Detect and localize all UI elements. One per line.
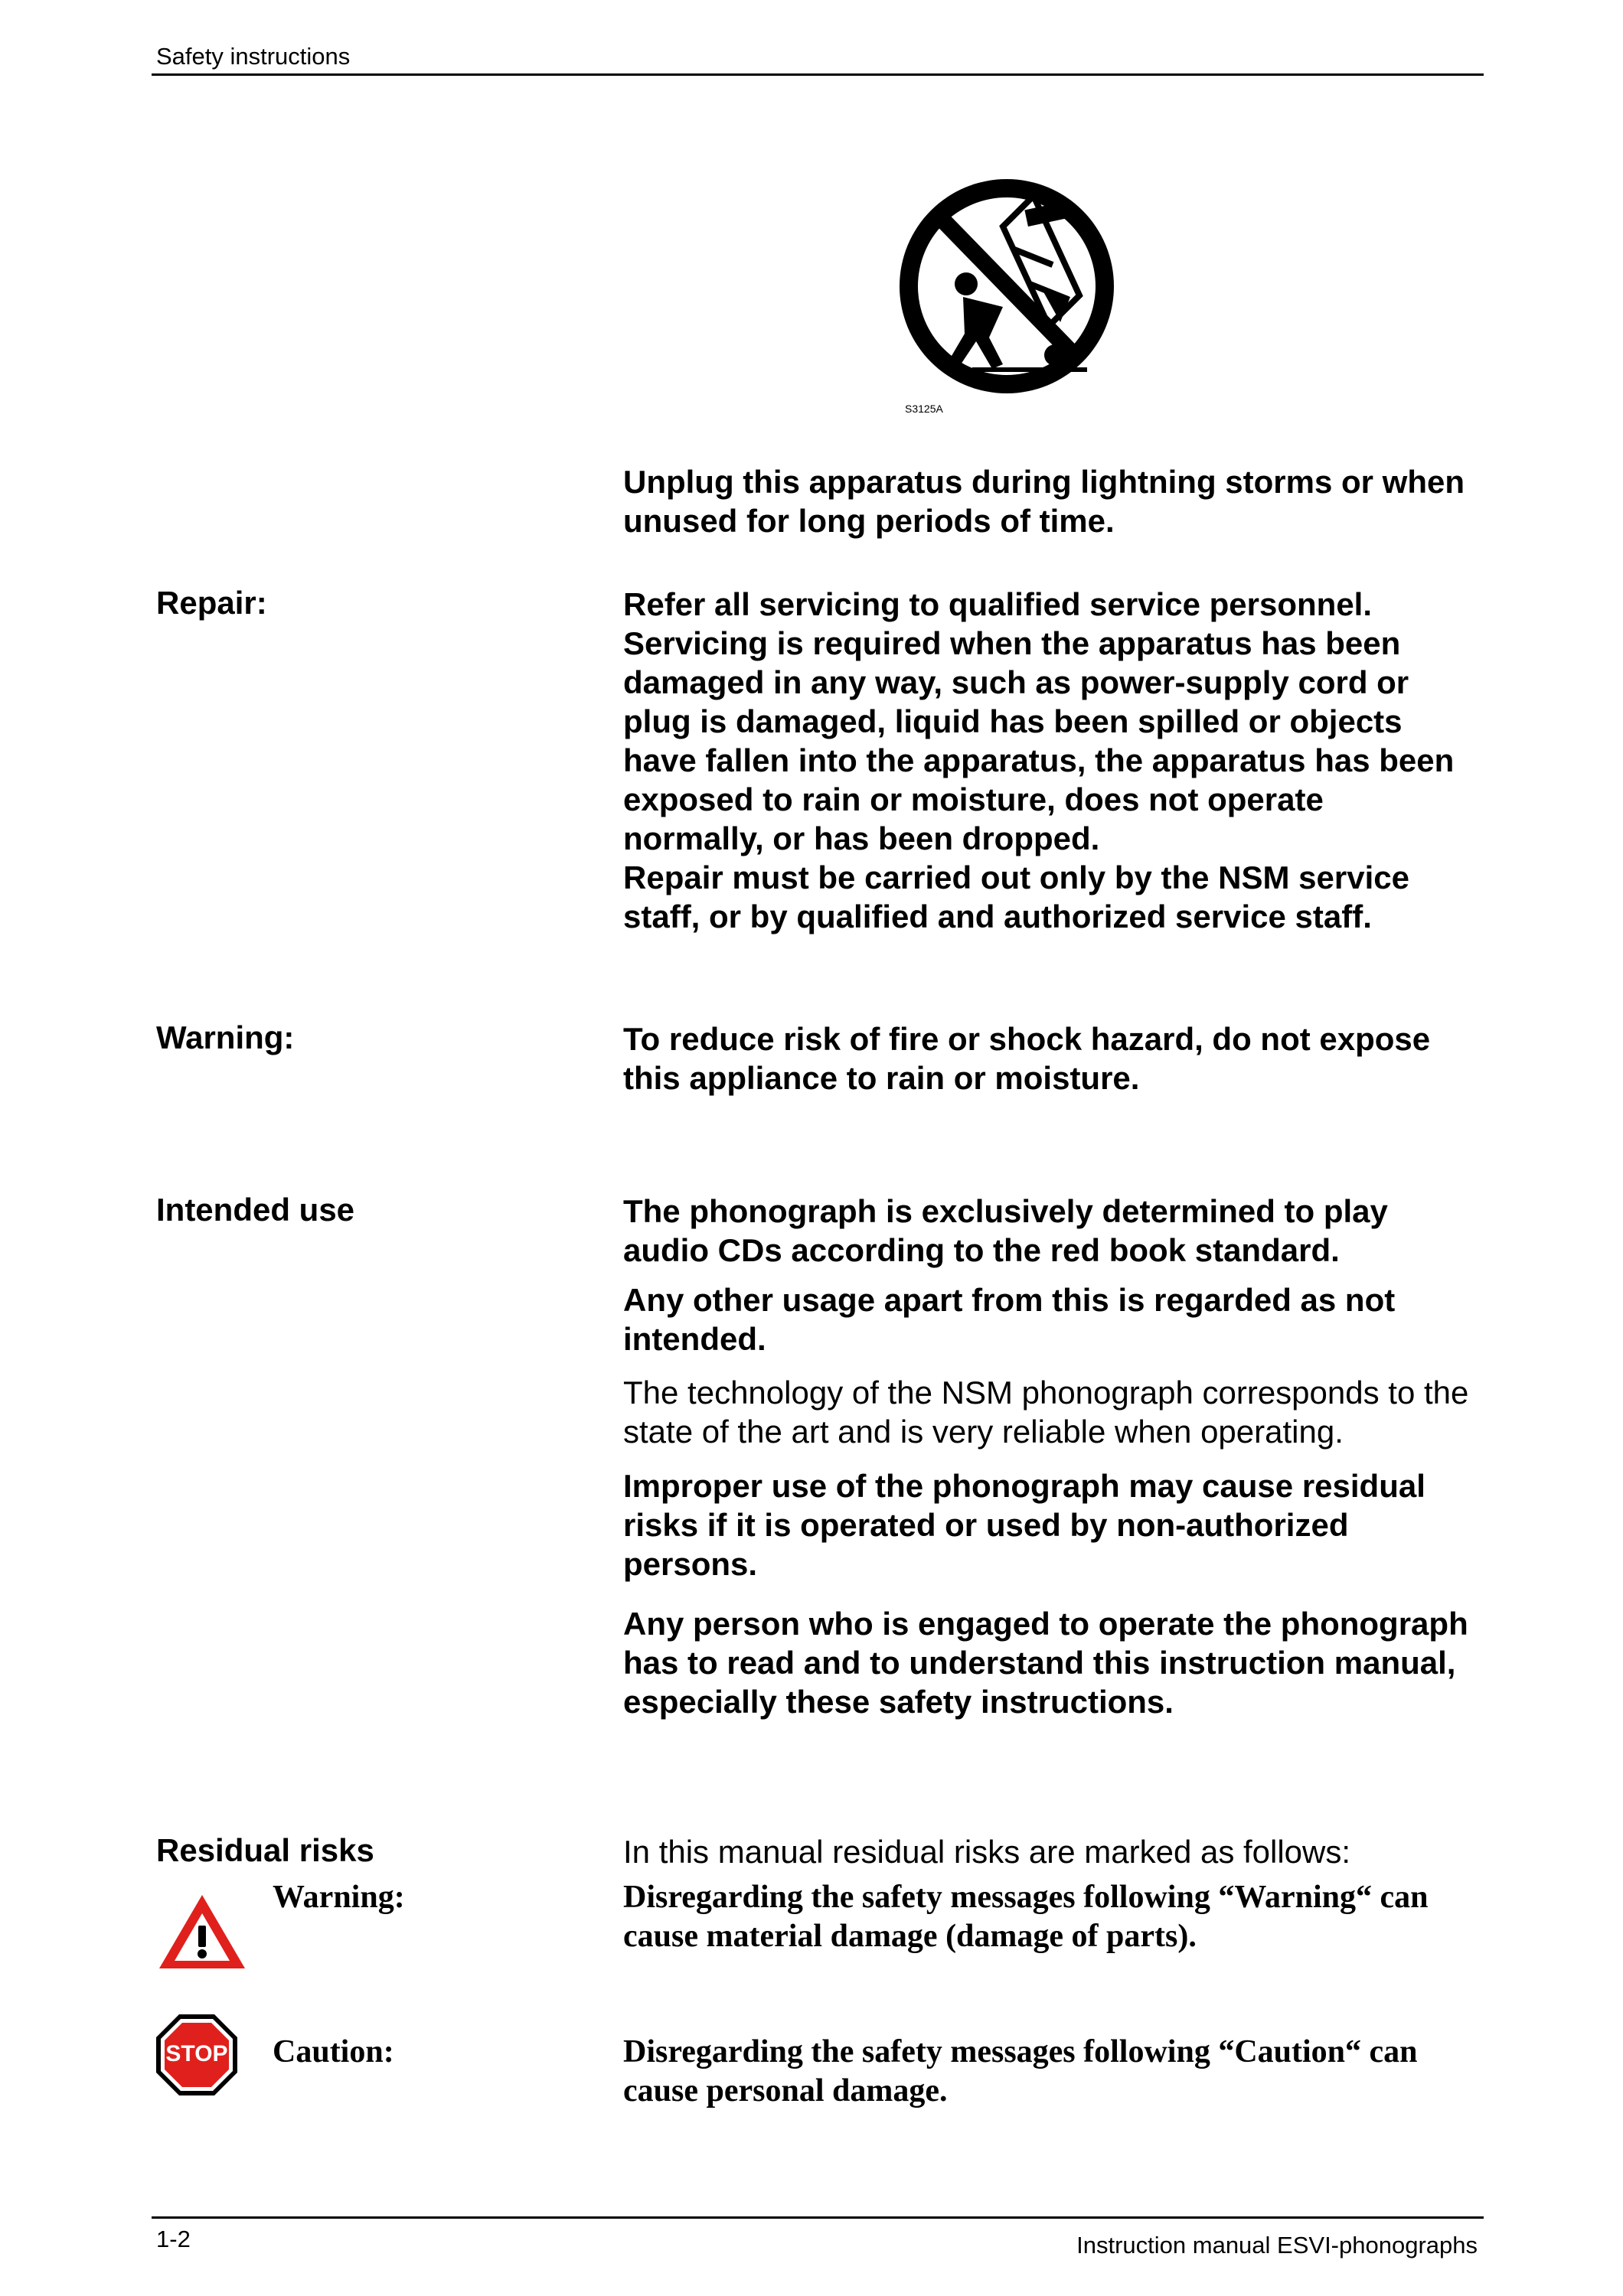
- stop-sign-text: STOP: [165, 2041, 228, 2066]
- warning-text: To reduce risk of fire or shock hazard, do not expose this appliance to rain or moisture.: [623, 1021, 1431, 1096]
- residual-risks-label: Residual risks: [156, 1832, 374, 1868]
- icon-code: S3125A: [905, 403, 943, 415]
- footer-rule: [152, 2216, 1484, 2219]
- residual-warning-label: Warning:: [273, 1880, 405, 1915]
- warning-label: Warning:: [156, 1019, 295, 1055]
- intended-use-p4: Improper use of the phonograph may cause residual risks if it is operated or used by non-authorized persons.: [623, 1468, 1425, 1582]
- unplug-text: Unplug this apparatus during lightning storms or when unused for long periods of time.: [623, 464, 1465, 539]
- manual-title: Instruction manual ESVI-phonographs: [1076, 2232, 1478, 2258]
- repair-label: Repair:: [156, 585, 267, 621]
- running-header: Safety instructions: [156, 43, 351, 70]
- intended-use-label: Intended use: [156, 1192, 355, 1228]
- intended-use-p5: Any person who is engaged to operate the phonograph has to read and to understand this instruction manual, especially these safety instructions.: [623, 1606, 1468, 1720]
- repair-text-2: Repair must be carried out only by the NSM service staff, or by qualified and authorized service staff.: [623, 859, 1409, 934]
- cart-tipover-icon: [888, 173, 1125, 418]
- stop-sign-icon: [155, 2013, 239, 2097]
- header-rule: [152, 73, 1484, 76]
- intended-use-p3: The technology of the NSM phonograph corresponds to the state of the art and is very reliable when operating.: [623, 1375, 1469, 1450]
- residual-warning-text: Disregarding the safety messages following “Warning“ can cause material damage (damage of parts).: [623, 1880, 1429, 1954]
- intended-use-p1: The phonograph is exclusively determined to play audio CDs according to the red book standard.: [623, 1193, 1388, 1268]
- repair-text-1: Refer all servicing to qualified service personnel. Servicing is required when the apparatus has been damaged in any way, such as power-supply cord or plug is damaged, liquid has been spilled or objects have fallen into the apparatus, the apparatus has been exposed to rain or moisture, does not operate normally, or has been dropped.: [623, 586, 1455, 856]
- residual-caution-label: Caution:: [273, 2034, 394, 2069]
- intended-use-p2: Any other usage apart from this is regarded as not intended.: [623, 1282, 1396, 1357]
- residual-risks-intro: In this manual residual risks are marked as follows:: [623, 1834, 1351, 1870]
- warning-triangle-icon: [156, 1890, 248, 1973]
- page-number: 1-2: [156, 2226, 191, 2252]
- repair-body: [623, 585, 1473, 936]
- residual-caution-text: Disregarding the safety messages following “Caution“ can cause personal damage.: [623, 2034, 1418, 2108]
